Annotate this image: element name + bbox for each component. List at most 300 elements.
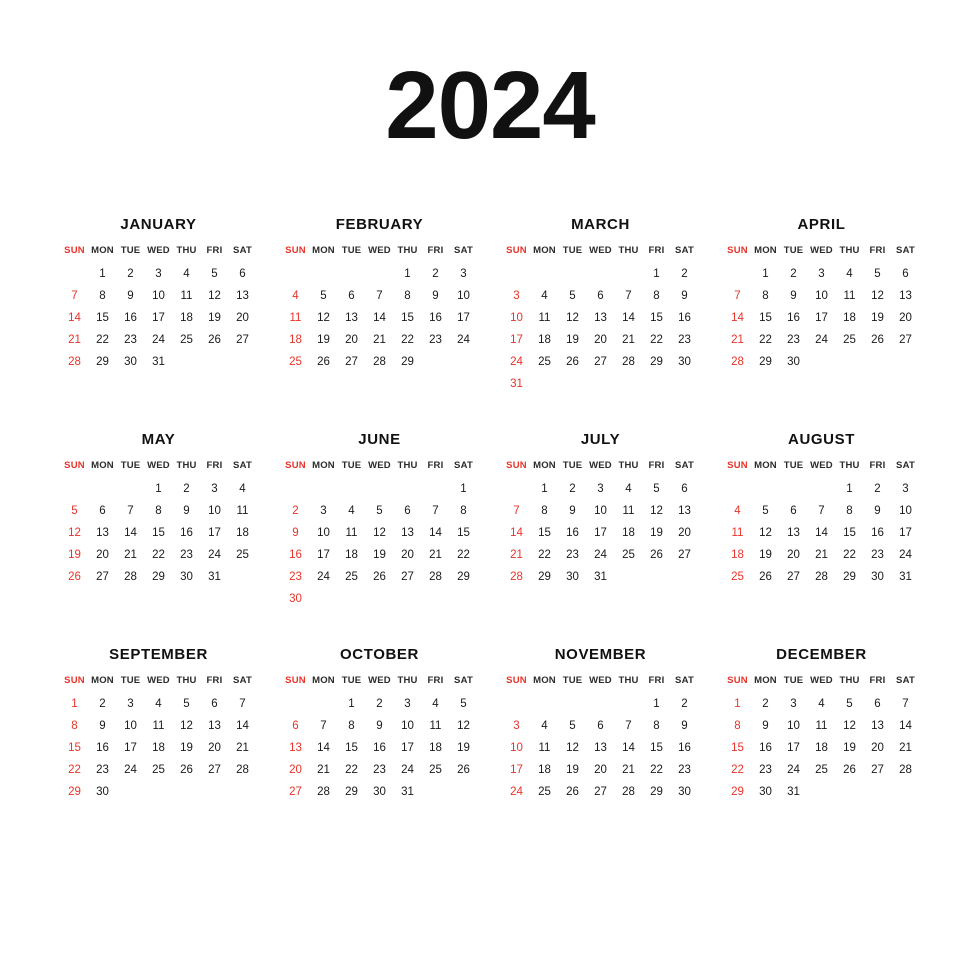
day-cell[interactable]: 28 (731, 356, 744, 368)
day-cell[interactable]: 16 (678, 312, 691, 324)
day-cell[interactable]: 2 (762, 698, 769, 710)
day-cell[interactable]: 1 (460, 483, 467, 495)
day-cell[interactable]: 20 (899, 312, 912, 324)
day-cell[interactable]: 5 (569, 290, 576, 302)
day-cell[interactable]: 12 (180, 720, 193, 732)
day-cell[interactable]: 13 (289, 742, 302, 754)
day-cell[interactable]: 24 (510, 356, 523, 368)
day-cell[interactable]: 14 (510, 527, 523, 539)
day-cell[interactable]: 6 (404, 505, 411, 517)
day-cell[interactable]: 22 (538, 549, 551, 561)
day-cell[interactable]: 21 (899, 742, 912, 754)
day-cell[interactable]: 17 (317, 549, 330, 561)
day-cell[interactable]: 6 (348, 290, 355, 302)
day-cell[interactable]: 11 (289, 312, 302, 324)
day-cell[interactable]: 3 (127, 698, 134, 710)
day-cell[interactable]: 13 (899, 290, 912, 302)
day-cell[interactable]: 4 (239, 483, 246, 495)
day-cell[interactable]: 7 (625, 290, 632, 302)
day-cell[interactable]: 27 (594, 356, 607, 368)
day-cell[interactable]: 26 (650, 549, 663, 561)
day-cell[interactable]: 30 (678, 356, 691, 368)
day-cell[interactable]: 4 (155, 698, 162, 710)
day-cell[interactable]: 4 (348, 505, 355, 517)
day-cell[interactable]: 23 (429, 334, 442, 346)
day-cell[interactable]: 30 (759, 786, 772, 798)
day-cell[interactable]: 17 (510, 334, 523, 346)
day-cell[interactable]: 27 (208, 764, 221, 776)
day-cell[interactable]: 17 (208, 527, 221, 539)
day-cell[interactable]: 23 (566, 549, 579, 561)
day-cell[interactable]: 5 (653, 483, 660, 495)
day-cell[interactable]: 26 (317, 356, 330, 368)
day-cell[interactable]: 10 (510, 742, 523, 754)
day-cell[interactable]: 21 (622, 334, 635, 346)
day-cell[interactable]: 4 (625, 483, 632, 495)
day-cell[interactable]: 26 (373, 571, 386, 583)
day-cell[interactable]: 10 (510, 312, 523, 324)
day-cell[interactable]: 7 (432, 505, 439, 517)
day-cell[interactable]: 24 (899, 549, 912, 561)
day-cell[interactable]: 28 (373, 356, 386, 368)
day-cell[interactable]: 6 (239, 268, 246, 280)
day-cell[interactable]: 31 (152, 356, 165, 368)
day-cell[interactable]: 13 (787, 527, 800, 539)
day-cell[interactable]: 31 (787, 786, 800, 798)
day-cell[interactable]: 22 (843, 549, 856, 561)
day-cell[interactable]: 11 (429, 720, 442, 732)
day-cell[interactable]: 31 (401, 786, 414, 798)
day-cell[interactable]: 7 (127, 505, 134, 517)
day-cell[interactable]: 22 (650, 334, 663, 346)
day-cell[interactable]: 27 (871, 764, 884, 776)
day-cell[interactable]: 14 (373, 312, 386, 324)
day-cell[interactable]: 16 (429, 312, 442, 324)
day-cell[interactable]: 22 (457, 549, 470, 561)
day-cell[interactable]: 24 (152, 334, 165, 346)
day-cell[interactable]: 18 (152, 742, 165, 754)
day-cell[interactable]: 8 (734, 720, 741, 732)
day-cell[interactable]: 26 (759, 571, 772, 583)
day-cell[interactable]: 14 (899, 720, 912, 732)
day-cell[interactable]: 23 (180, 549, 193, 561)
day-cell[interactable]: 20 (289, 764, 302, 776)
day-cell[interactable]: 3 (404, 698, 411, 710)
day-cell[interactable]: 25 (289, 356, 302, 368)
day-cell[interactable]: 30 (566, 571, 579, 583)
day-cell[interactable]: 18 (538, 334, 551, 346)
day-cell[interactable]: 12 (650, 505, 663, 517)
day-cell[interactable]: 14 (236, 720, 249, 732)
day-cell[interactable]: 22 (345, 764, 358, 776)
day-cell[interactable]: 28 (429, 571, 442, 583)
day-cell[interactable]: 26 (843, 764, 856, 776)
day-cell[interactable]: 18 (843, 312, 856, 324)
day-cell[interactable]: 4 (541, 290, 548, 302)
day-cell[interactable]: 23 (871, 549, 884, 561)
day-cell[interactable]: 3 (211, 483, 218, 495)
day-cell[interactable]: 19 (871, 312, 884, 324)
day-cell[interactable]: 21 (317, 764, 330, 776)
day-cell[interactable]: 6 (99, 505, 106, 517)
day-cell[interactable]: 16 (787, 312, 800, 324)
day-cell[interactable]: 9 (292, 527, 299, 539)
day-cell[interactable]: 10 (787, 720, 800, 732)
day-cell[interactable]: 24 (815, 334, 828, 346)
day-cell[interactable]: 16 (759, 742, 772, 754)
day-cell[interactable]: 12 (457, 720, 470, 732)
day-cell[interactable]: 10 (815, 290, 828, 302)
day-cell[interactable]: 21 (124, 549, 137, 561)
day-cell[interactable]: 24 (317, 571, 330, 583)
day-cell[interactable]: 20 (678, 527, 691, 539)
day-cell[interactable]: 7 (239, 698, 246, 710)
day-cell[interactable]: 29 (650, 356, 663, 368)
day-cell[interactable]: 5 (211, 268, 218, 280)
day-cell[interactable]: 29 (759, 356, 772, 368)
day-cell[interactable]: 13 (96, 527, 109, 539)
day-cell[interactable]: 16 (96, 742, 109, 754)
day-cell[interactable]: 9 (432, 290, 439, 302)
day-cell[interactable]: 28 (815, 571, 828, 583)
day-cell[interactable]: 2 (790, 268, 797, 280)
day-cell[interactable]: 13 (401, 527, 414, 539)
day-cell[interactable]: 4 (183, 268, 190, 280)
day-cell[interactable]: 3 (460, 268, 467, 280)
day-cell[interactable]: 22 (650, 764, 663, 776)
day-cell[interactable]: 5 (874, 268, 881, 280)
day-cell[interactable]: 15 (759, 312, 772, 324)
day-cell[interactable]: 16 (180, 527, 193, 539)
day-cell[interactable]: 20 (787, 549, 800, 561)
day-cell[interactable]: 1 (155, 483, 162, 495)
day-cell[interactable]: 11 (843, 290, 856, 302)
day-cell[interactable]: 23 (759, 764, 772, 776)
day-cell[interactable]: 3 (902, 483, 909, 495)
day-cell[interactable]: 15 (345, 742, 358, 754)
day-cell[interactable]: 6 (902, 268, 909, 280)
day-cell[interactable]: 7 (902, 698, 909, 710)
day-cell[interactable]: 1 (71, 698, 78, 710)
day-cell[interactable]: 8 (404, 290, 411, 302)
day-cell[interactable]: 29 (345, 786, 358, 798)
day-cell[interactable]: 11 (180, 290, 193, 302)
day-cell[interactable]: 30 (96, 786, 109, 798)
day-cell[interactable]: 12 (208, 290, 221, 302)
day-cell[interactable]: 27 (96, 571, 109, 583)
day-cell[interactable]: 29 (843, 571, 856, 583)
day-cell[interactable]: 14 (317, 742, 330, 754)
day-cell[interactable]: 4 (292, 290, 299, 302)
day-cell[interactable]: 12 (566, 312, 579, 324)
day-cell[interactable]: 3 (597, 483, 604, 495)
day-cell[interactable]: 11 (236, 505, 249, 517)
day-cell[interactable]: 4 (541, 720, 548, 732)
day-cell[interactable]: 31 (510, 378, 523, 390)
day-cell[interactable]: 28 (622, 786, 635, 798)
day-cell[interactable]: 1 (99, 268, 106, 280)
day-cell[interactable]: 20 (345, 334, 358, 346)
day-cell[interactable]: 21 (731, 334, 744, 346)
day-cell[interactable]: 15 (68, 742, 81, 754)
day-cell[interactable]: 15 (457, 527, 470, 539)
day-cell[interactable]: 1 (734, 698, 741, 710)
day-cell[interactable]: 10 (899, 505, 912, 517)
day-cell[interactable]: 19 (457, 742, 470, 754)
day-cell[interactable]: 11 (815, 720, 828, 732)
day-cell[interactable]: 8 (71, 720, 78, 732)
day-cell[interactable]: 27 (345, 356, 358, 368)
day-cell[interactable]: 30 (124, 356, 137, 368)
day-cell[interactable]: 7 (818, 505, 825, 517)
day-cell[interactable]: 8 (460, 505, 467, 517)
day-cell[interactable]: 16 (871, 527, 884, 539)
day-cell[interactable]: 8 (653, 290, 660, 302)
day-cell[interactable]: 8 (155, 505, 162, 517)
day-cell[interactable]: 1 (653, 698, 660, 710)
day-cell[interactable]: 16 (373, 742, 386, 754)
day-cell[interactable]: 28 (622, 356, 635, 368)
day-cell[interactable]: 19 (843, 742, 856, 754)
day-cell[interactable]: 12 (759, 527, 772, 539)
day-cell[interactable]: 13 (208, 720, 221, 732)
day-cell[interactable]: 2 (432, 268, 439, 280)
day-cell[interactable]: 21 (510, 549, 523, 561)
day-cell[interactable]: 29 (650, 786, 663, 798)
day-cell[interactable]: 23 (124, 334, 137, 346)
day-cell[interactable]: 6 (874, 698, 881, 710)
day-cell[interactable]: 28 (510, 571, 523, 583)
day-cell[interactable]: 11 (538, 742, 551, 754)
day-cell[interactable]: 27 (594, 786, 607, 798)
day-cell[interactable]: 16 (566, 527, 579, 539)
day-cell[interactable]: 3 (513, 720, 520, 732)
day-cell[interactable]: 25 (429, 764, 442, 776)
day-cell[interactable]: 18 (180, 312, 193, 324)
day-cell[interactable]: 30 (289, 593, 302, 605)
day-cell[interactable]: 1 (846, 483, 853, 495)
day-cell[interactable]: 6 (211, 698, 218, 710)
day-cell[interactable]: 7 (513, 505, 520, 517)
day-cell[interactable]: 22 (68, 764, 81, 776)
day-cell[interactable]: 25 (731, 571, 744, 583)
day-cell[interactable]: 19 (566, 334, 579, 346)
day-cell[interactable]: 26 (457, 764, 470, 776)
day-cell[interactable]: 20 (594, 764, 607, 776)
day-cell[interactable]: 6 (597, 290, 604, 302)
day-cell[interactable]: 10 (457, 290, 470, 302)
day-cell[interactable]: 9 (681, 290, 688, 302)
day-cell[interactable]: 15 (401, 312, 414, 324)
day-cell[interactable]: 27 (899, 334, 912, 346)
day-cell[interactable]: 15 (538, 527, 551, 539)
day-cell[interactable]: 8 (99, 290, 106, 302)
day-cell[interactable]: 19 (68, 549, 81, 561)
day-cell[interactable]: 27 (787, 571, 800, 583)
day-cell[interactable]: 17 (594, 527, 607, 539)
day-cell[interactable]: 13 (236, 290, 249, 302)
day-cell[interactable]: 17 (787, 742, 800, 754)
day-cell[interactable]: 14 (124, 527, 137, 539)
day-cell[interactable]: 11 (731, 527, 744, 539)
day-cell[interactable]: 12 (373, 527, 386, 539)
day-cell[interactable]: 19 (373, 549, 386, 561)
day-cell[interactable]: 16 (124, 312, 137, 324)
day-cell[interactable]: 3 (818, 268, 825, 280)
day-cell[interactable]: 14 (815, 527, 828, 539)
day-cell[interactable]: 18 (815, 742, 828, 754)
day-cell[interactable]: 29 (538, 571, 551, 583)
day-cell[interactable]: 1 (541, 483, 548, 495)
day-cell[interactable]: 3 (513, 290, 520, 302)
day-cell[interactable]: 26 (208, 334, 221, 346)
day-cell[interactable]: 30 (678, 786, 691, 798)
day-cell[interactable]: 2 (183, 483, 190, 495)
day-cell[interactable]: 10 (317, 527, 330, 539)
day-cell[interactable]: 25 (538, 356, 551, 368)
day-cell[interactable]: 13 (594, 312, 607, 324)
day-cell[interactable]: 2 (569, 483, 576, 495)
day-cell[interactable]: 15 (843, 527, 856, 539)
day-cell[interactable]: 25 (236, 549, 249, 561)
day-cell[interactable]: 30 (871, 571, 884, 583)
day-cell[interactable]: 13 (345, 312, 358, 324)
day-cell[interactable]: 5 (71, 505, 78, 517)
day-cell[interactable]: 6 (292, 720, 299, 732)
day-cell[interactable]: 17 (401, 742, 414, 754)
day-cell[interactable]: 19 (566, 764, 579, 776)
day-cell[interactable]: 2 (127, 268, 134, 280)
day-cell[interactable]: 21 (622, 764, 635, 776)
day-cell[interactable]: 2 (292, 505, 299, 517)
day-cell[interactable]: 29 (731, 786, 744, 798)
day-cell[interactable]: 12 (566, 742, 579, 754)
day-cell[interactable]: 1 (653, 268, 660, 280)
day-cell[interactable]: 28 (899, 764, 912, 776)
day-cell[interactable]: 24 (208, 549, 221, 561)
day-cell[interactable]: 17 (152, 312, 165, 324)
day-cell[interactable]: 23 (787, 334, 800, 346)
day-cell[interactable]: 3 (320, 505, 327, 517)
day-cell[interactable]: 28 (124, 571, 137, 583)
day-cell[interactable]: 13 (678, 505, 691, 517)
day-cell[interactable]: 18 (429, 742, 442, 754)
day-cell[interactable]: 1 (404, 268, 411, 280)
day-cell[interactable]: 20 (401, 549, 414, 561)
day-cell[interactable]: 23 (373, 764, 386, 776)
day-cell[interactable]: 1 (348, 698, 355, 710)
day-cell[interactable]: 15 (650, 742, 663, 754)
day-cell[interactable]: 12 (317, 312, 330, 324)
day-cell[interactable]: 14 (429, 527, 442, 539)
day-cell[interactable]: 4 (818, 698, 825, 710)
day-cell[interactable]: 26 (68, 571, 81, 583)
day-cell[interactable]: 3 (790, 698, 797, 710)
day-cell[interactable]: 25 (345, 571, 358, 583)
day-cell[interactable]: 21 (68, 334, 81, 346)
day-cell[interactable]: 28 (317, 786, 330, 798)
day-cell[interactable]: 26 (566, 786, 579, 798)
day-cell[interactable]: 4 (846, 268, 853, 280)
day-cell[interactable]: 8 (348, 720, 355, 732)
day-cell[interactable]: 2 (681, 268, 688, 280)
day-cell[interactable]: 26 (180, 764, 193, 776)
day-cell[interactable]: 28 (68, 356, 81, 368)
day-cell[interactable]: 14 (622, 312, 635, 324)
day-cell[interactable]: 18 (622, 527, 635, 539)
day-cell[interactable]: 10 (208, 505, 221, 517)
day-cell[interactable]: 5 (183, 698, 190, 710)
day-cell[interactable]: 18 (731, 549, 744, 561)
day-cell[interactable]: 21 (236, 742, 249, 754)
day-cell[interactable]: 26 (871, 334, 884, 346)
day-cell[interactable]: 7 (734, 290, 741, 302)
day-cell[interactable]: 17 (124, 742, 137, 754)
day-cell[interactable]: 24 (787, 764, 800, 776)
day-cell[interactable]: 10 (401, 720, 414, 732)
day-cell[interactable]: 20 (594, 334, 607, 346)
day-cell[interactable]: 2 (376, 698, 383, 710)
day-cell[interactable]: 6 (681, 483, 688, 495)
day-cell[interactable]: 15 (731, 742, 744, 754)
day-cell[interactable]: 16 (289, 549, 302, 561)
day-cell[interactable]: 1 (762, 268, 769, 280)
day-cell[interactable]: 23 (96, 764, 109, 776)
day-cell[interactable]: 17 (510, 764, 523, 776)
day-cell[interactable]: 30 (787, 356, 800, 368)
day-cell[interactable]: 6 (597, 720, 604, 732)
day-cell[interactable]: 12 (68, 527, 81, 539)
day-cell[interactable]: 5 (460, 698, 467, 710)
day-cell[interactable]: 27 (289, 786, 302, 798)
day-cell[interactable]: 25 (152, 764, 165, 776)
day-cell[interactable]: 24 (124, 764, 137, 776)
day-cell[interactable]: 25 (538, 786, 551, 798)
day-cell[interactable]: 18 (289, 334, 302, 346)
day-cell[interactable]: 29 (457, 571, 470, 583)
day-cell[interactable]: 19 (317, 334, 330, 346)
day-cell[interactable]: 21 (429, 549, 442, 561)
day-cell[interactable]: 11 (345, 527, 358, 539)
day-cell[interactable]: 19 (650, 527, 663, 539)
day-cell[interactable]: 27 (401, 571, 414, 583)
day-cell[interactable]: 29 (401, 356, 414, 368)
day-cell[interactable]: 5 (762, 505, 769, 517)
day-cell[interactable]: 5 (569, 720, 576, 732)
day-cell[interactable]: 9 (183, 505, 190, 517)
day-cell[interactable]: 22 (152, 549, 165, 561)
day-cell[interactable]: 23 (678, 334, 691, 346)
day-cell[interactable]: 27 (678, 549, 691, 561)
day-cell[interactable]: 25 (622, 549, 635, 561)
day-cell[interactable]: 30 (373, 786, 386, 798)
day-cell[interactable]: 12 (843, 720, 856, 732)
day-cell[interactable]: 8 (541, 505, 548, 517)
day-cell[interactable]: 15 (152, 527, 165, 539)
day-cell[interactable]: 9 (376, 720, 383, 732)
day-cell[interactable]: 7 (71, 290, 78, 302)
day-cell[interactable]: 2 (874, 483, 881, 495)
day-cell[interactable]: 8 (846, 505, 853, 517)
day-cell[interactable]: 22 (759, 334, 772, 346)
day-cell[interactable]: 19 (759, 549, 772, 561)
day-cell[interactable]: 22 (731, 764, 744, 776)
day-cell[interactable]: 9 (874, 505, 881, 517)
day-cell[interactable]: 20 (236, 312, 249, 324)
day-cell[interactable]: 24 (594, 549, 607, 561)
day-cell[interactable]: 5 (376, 505, 383, 517)
day-cell[interactable]: 29 (152, 571, 165, 583)
